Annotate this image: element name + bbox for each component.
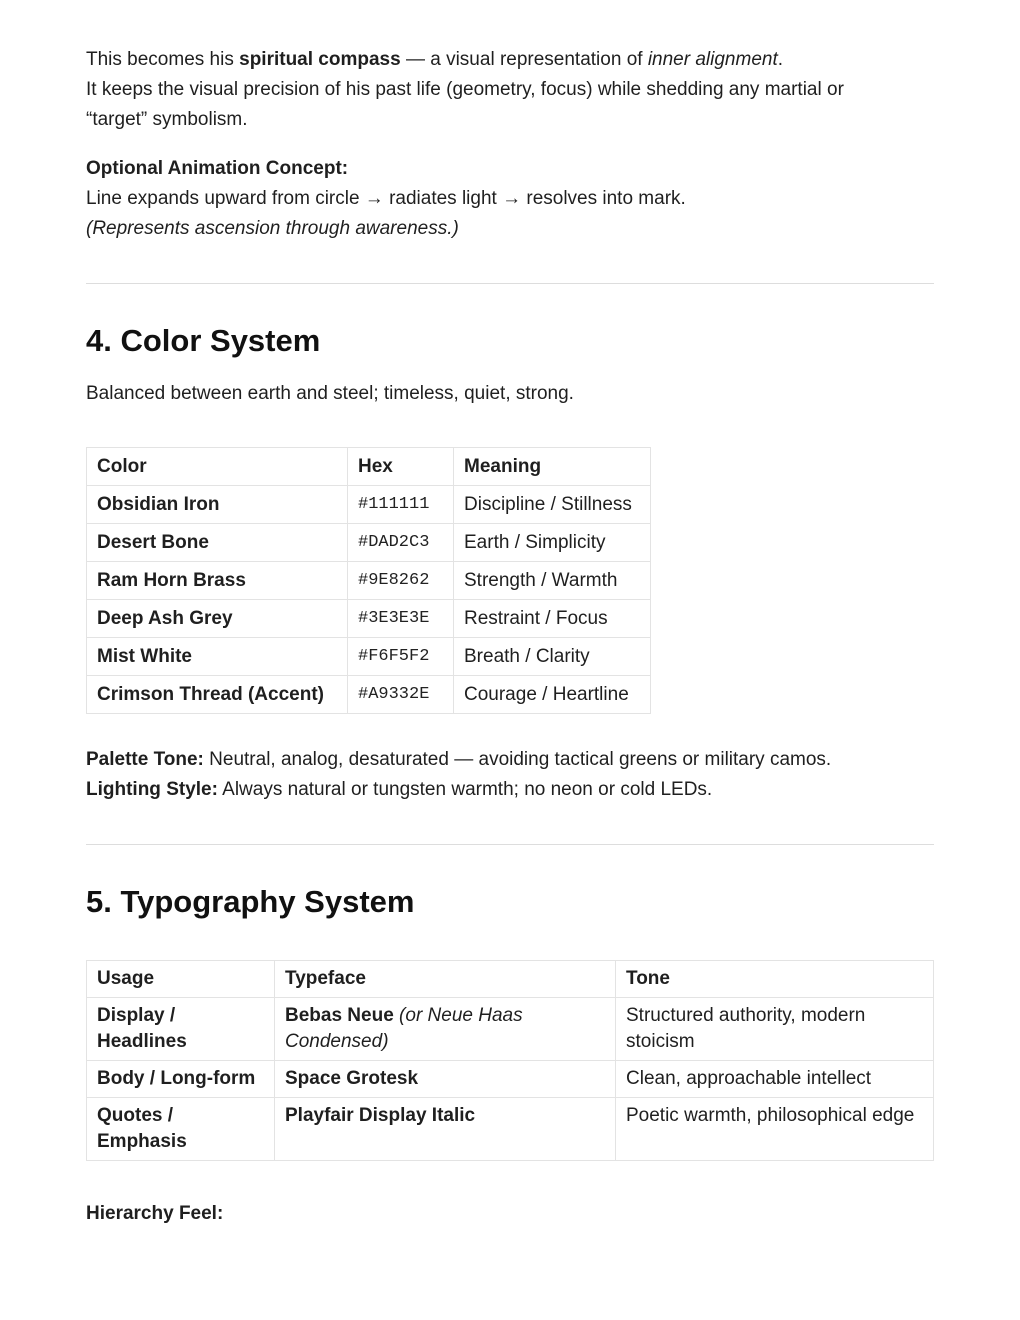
table-row — [87, 638, 651, 676]
color-section-title: 4. Color System — [86, 323, 321, 358]
type-typeface — [275, 998, 616, 1061]
header-tone: Tone — [616, 961, 934, 998]
table-row — [87, 524, 651, 562]
color-hex: #DAD2C3 — [348, 524, 454, 562]
typeface-name: Playfair Display Italic — [285, 1105, 476, 1126]
type-usage: Display / Headlines — [87, 998, 275, 1061]
intro-line-2: It keeps the visual precision of his past life (geometry, focus) while shedding any martial or — [86, 79, 844, 100]
typeface-note: (or Neue Haas Condensed) — [285, 1005, 523, 1052]
animation-line-1: Line expands upward from circle → radiates light → resolves into mark. — [86, 188, 686, 209]
table-row — [87, 676, 651, 714]
header-color: Color — [87, 448, 348, 486]
color-meaning: Restraint / Focus — [454, 600, 651, 638]
type-tone: Poetic warmth, philosophical edge — [616, 1098, 934, 1161]
color-meaning: Earth / Simplicity — [454, 524, 651, 562]
header-hex: Hex — [348, 448, 454, 486]
color-table — [86, 447, 651, 714]
color-name: Crimson Thread (Accent) — [87, 676, 348, 714]
intro-text: — a visual representation of — [400, 49, 648, 70]
color-meaning: Breath / Clarity — [454, 638, 651, 676]
type-usage: Quotes / Emphasis — [87, 1098, 275, 1161]
palette-tone-text: Neutral, analog, desaturated — avoiding tactical greens or military camos. — [203, 749, 832, 770]
typography-table — [86, 960, 934, 1161]
table-row — [87, 562, 651, 600]
intro-text: This becomes his — [86, 49, 240, 70]
section-divider — [86, 844, 934, 845]
color-meaning: Discipline / Stillness — [454, 486, 651, 524]
animation-line-2: (Represents ascension through awareness.) — [86, 218, 459, 239]
color-meaning: Courage / Heartline — [454, 676, 651, 714]
type-typeface — [275, 1061, 616, 1098]
header-typeface: Typeface — [275, 961, 616, 998]
hierarchy-feel-label: Hierarchy Feel: — [86, 1203, 224, 1224]
table-row — [87, 998, 934, 1061]
color-name: Mist White — [87, 638, 348, 676]
table-row — [87, 600, 651, 638]
color-section-subtitle: Balanced between earth and steel; timeless, quiet, strong. — [86, 383, 574, 404]
animation-heading: Optional Animation Concept: — [86, 158, 349, 179]
lighting-style-line — [86, 775, 712, 805]
color-name: Obsidian Iron — [87, 486, 348, 524]
type-table-header — [87, 961, 934, 998]
typeface-name: Bebas Neue — [285, 1005, 394, 1026]
typeface-name: Space Grotesk — [285, 1068, 419, 1089]
table-row — [87, 1061, 934, 1098]
table-row — [87, 1098, 934, 1161]
color-name: Deep Ash Grey — [87, 600, 348, 638]
color-meaning: Strength / Warmth — [454, 562, 651, 600]
intro-line-1 — [86, 45, 783, 75]
section-divider — [86, 283, 934, 284]
table-row — [87, 486, 651, 524]
intro-text: . — [777, 49, 784, 70]
color-hex: #3E3E3E — [348, 600, 454, 638]
intro-line-3: “target” symbolism. — [86, 109, 248, 130]
type-tone: Structured authority, modern stoicism — [616, 998, 934, 1061]
color-hex: #A9332E — [348, 676, 454, 714]
header-meaning: Meaning — [454, 448, 651, 486]
intro-bold-phrase: spiritual compass — [239, 49, 401, 70]
lighting-style-text: Always natural or tungsten warmth; no neon or cold LEDs. — [217, 779, 713, 800]
type-typeface — [275, 1098, 616, 1161]
lighting-style-label: Lighting Style: — [86, 779, 218, 800]
color-table-header — [87, 448, 651, 486]
color-name: Desert Bone — [87, 524, 348, 562]
type-tone: Clean, approachable intellect — [616, 1061, 934, 1098]
intro-italic-phrase: inner alignment — [647, 49, 778, 70]
color-hex: #9E8262 — [348, 562, 454, 600]
color-name: Ram Horn Brass — [87, 562, 348, 600]
palette-tone-label: Palette Tone: — [86, 749, 204, 770]
color-hex: #111111 — [348, 486, 454, 524]
header-usage: Usage — [87, 961, 275, 998]
color-hex: #F6F5F2 — [348, 638, 454, 676]
type-usage: Body / Long-form — [87, 1061, 275, 1098]
type-section-title: 5. Typography System — [86, 884, 415, 919]
palette-tone-line — [86, 745, 831, 775]
